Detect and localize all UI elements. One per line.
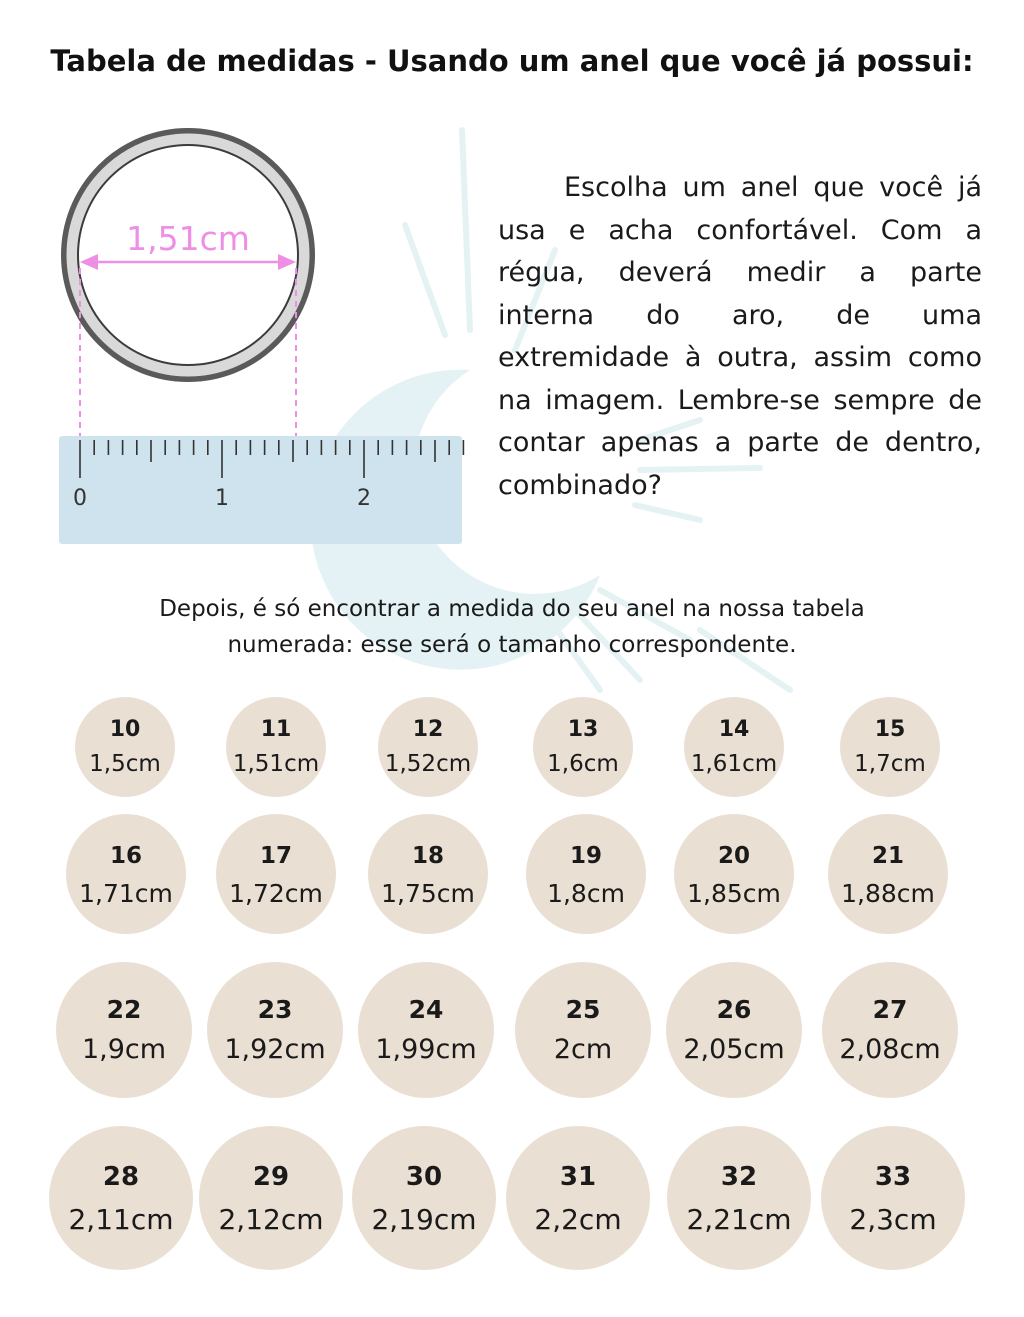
ruler-label-2: 2 <box>357 486 371 511</box>
size-number: 16 <box>109 842 142 869</box>
size-measure: 1,85cm <box>687 878 781 908</box>
size-measure: 1,61cm <box>690 750 778 777</box>
size-measure: 2,2cm <box>534 1203 622 1236</box>
size-badge <box>199 1126 343 1270</box>
instructions-text: Escolha um anel que você já usa e acha confortável. Com a régua, deverá medir a parte interna do aro, de uma extremidade à outra, assim como na imagem. Lembre-se sempre de contar apenas a parte de dentro, combinado? <box>498 172 982 501</box>
size-number: 15 <box>874 717 906 742</box>
size-badge <box>828 814 948 934</box>
size-number: 28 <box>102 1162 140 1192</box>
size-number: 19 <box>569 842 602 869</box>
size-measure: 1,5cm <box>89 750 161 777</box>
size-badge <box>666 962 802 1098</box>
size-number: 14 <box>718 717 750 742</box>
size-measure: 1,72cm <box>229 878 323 908</box>
size-measure: 1,51cm <box>232 750 320 777</box>
size-measure: 2,12cm <box>218 1203 324 1236</box>
size-number: 21 <box>871 842 904 869</box>
size-measure: 2,05cm <box>683 1033 785 1065</box>
size-number: 10 <box>109 717 141 742</box>
ruler-icon <box>59 436 463 544</box>
subtitle-line-1: Depois, é só encontrar a medida do seu anel na nossa tabela <box>159 596 865 622</box>
size-measure: 2,11cm <box>68 1203 174 1236</box>
size-badge <box>506 1126 650 1270</box>
size-measure: 2,21cm <box>686 1203 792 1236</box>
size-measure: 2,3cm <box>849 1203 937 1236</box>
size-number: 33 <box>874 1162 912 1192</box>
size-badge <box>533 697 633 797</box>
size-number: 32 <box>720 1162 758 1192</box>
size-measure: 1,7cm <box>854 750 926 777</box>
ruler-label-0: 0 <box>73 486 87 511</box>
size-measure: 1,88cm <box>841 878 935 908</box>
size-measure: 1,99cm <box>375 1033 477 1065</box>
size-number: 30 <box>405 1162 443 1192</box>
size-number: 13 <box>567 717 599 742</box>
size-number: 29 <box>252 1162 290 1192</box>
size-number: 20 <box>717 842 750 869</box>
size-badge <box>66 814 186 934</box>
size-badge <box>378 697 478 797</box>
size-badge <box>207 962 343 1098</box>
size-number: 18 <box>411 842 444 869</box>
size-badge <box>515 962 651 1098</box>
size-badge <box>840 697 940 797</box>
subtitle-line-2: numerada: esse será o tamanho correspondente. <box>227 632 797 658</box>
size-number: 31 <box>559 1162 597 1192</box>
size-measure: 1,75cm <box>381 878 475 908</box>
size-measure: 2,19cm <box>371 1203 477 1236</box>
size-badge <box>526 814 646 934</box>
size-number: 26 <box>716 994 752 1024</box>
size-number: 17 <box>259 842 292 869</box>
size-badge <box>358 962 494 1098</box>
size-badge <box>821 1126 965 1270</box>
size-number: 12 <box>412 717 444 742</box>
size-badge <box>674 814 794 934</box>
size-measure: 1,52cm <box>384 750 472 777</box>
size-badge <box>684 697 784 797</box>
size-badge <box>352 1126 496 1270</box>
size-measure: 1,8cm <box>547 878 625 908</box>
size-badge <box>49 1126 193 1270</box>
size-badge <box>56 962 192 1098</box>
size-badge <box>226 697 326 797</box>
size-number: 25 <box>565 994 601 1024</box>
size-badge <box>75 697 175 797</box>
size-badge <box>216 814 336 934</box>
size-measure: 1,9cm <box>81 1033 167 1065</box>
ring-measure-label: 1,51cm <box>126 219 250 258</box>
size-measure: 2,08cm <box>839 1033 941 1065</box>
size-measure: 1,92cm <box>224 1033 326 1065</box>
size-number: 11 <box>260 717 292 742</box>
size-number: 22 <box>106 994 142 1024</box>
ruler-label-1: 1 <box>215 486 229 511</box>
size-number: 23 <box>257 994 293 1024</box>
size-badge <box>822 962 958 1098</box>
size-measure: 1,71cm <box>79 878 173 908</box>
size-badge <box>368 814 488 934</box>
page-title: Tabela de medidas - Usando um anel que você já possui: <box>50 44 974 78</box>
size-badge <box>667 1126 811 1270</box>
subtitle <box>60 591 964 663</box>
size-measure: 1,6cm <box>547 750 619 777</box>
size-number: 24 <box>408 994 444 1024</box>
size-number: 27 <box>872 994 908 1024</box>
size-measure: 2cm <box>553 1033 613 1065</box>
